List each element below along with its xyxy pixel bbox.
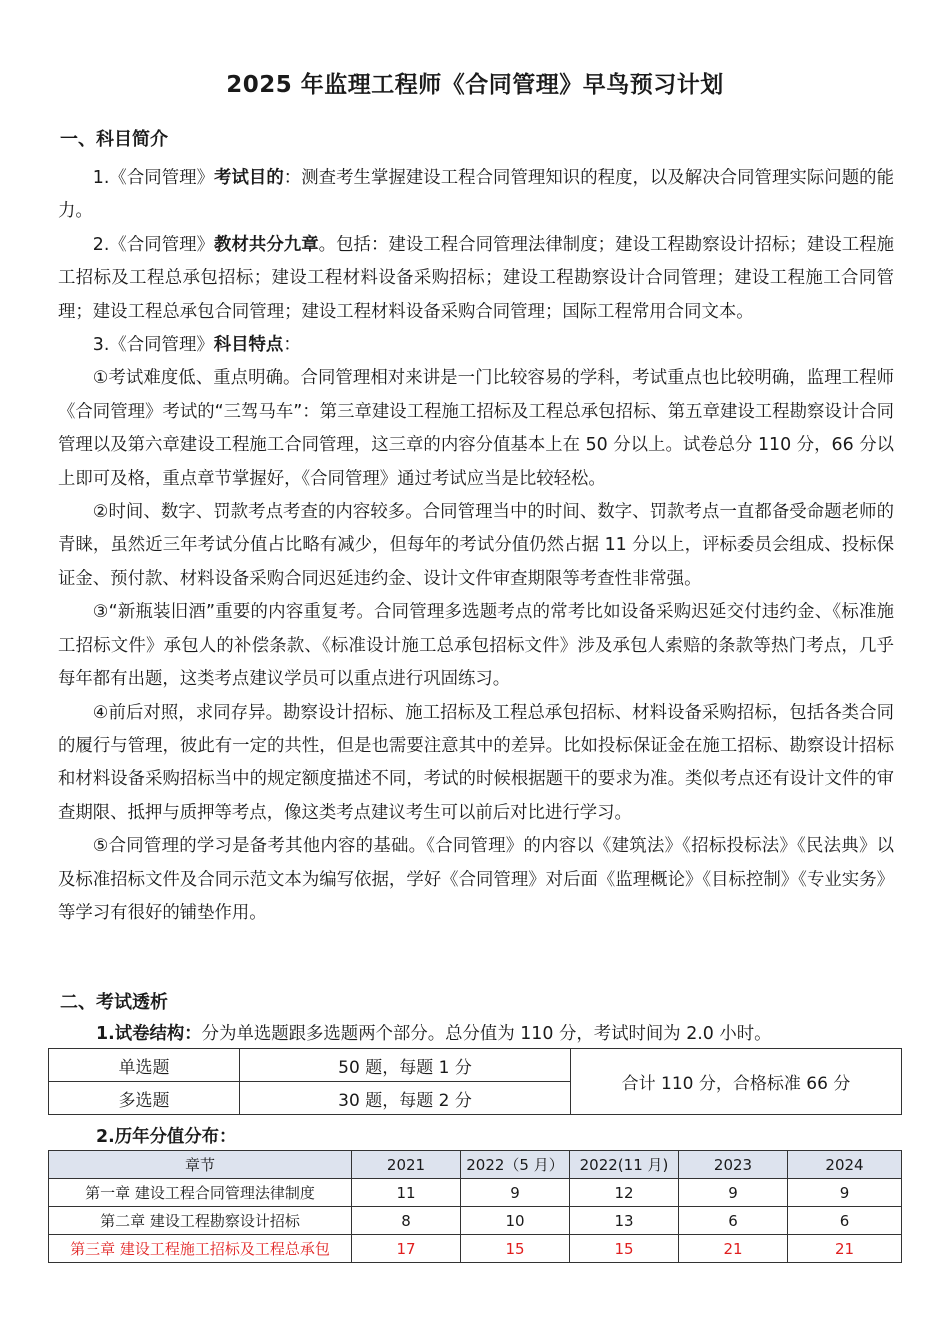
column-header: 2023 — [679, 1151, 788, 1179]
score-cell: 12 — [570, 1179, 679, 1207]
column-header: 2021 — [352, 1151, 461, 1179]
table-row — [49, 1049, 902, 1082]
table-header-row — [49, 1151, 902, 1179]
section-heading-exam-analysis: 二、考试透析 — [60, 992, 168, 1013]
feature-point: ①考试难度低、重点明确。合同管理相对来讲是一门比较容易的学科，考试重点也比较明确，监理工程师《合同管理》考试的“三驾马车”：第三章建设工程施工招标及工程总承包招标、第五章建设工程勘察设计合同管理以及第六章建设工程施工合同管理，这三章的内容分值基本上在 50 分以上。试卷总分 110 分，66 分以上即可及格，重点章节掌握好，《合同管理》通过考试应当是比较轻松。 — [58, 368, 894, 489]
question-desc-cell: 50 题，每题 1 分 — [240, 1049, 571, 1082]
section-heading-intro: 一、科目简介 — [60, 129, 168, 150]
feature-point: ③“新瓶装旧酒”重要的内容重复考。合同管理多选题考点的常考比如设备采购迟延交付违约金、《标准施工招标文件》承包人的补偿条款、《标准设计施工总承包招标文件》涉及承包人索赔的条款等热门考点，几乎每年都有出题，这类考点建议学员可以重点进行巩固练习。 — [58, 602, 894, 690]
exam-structure-table — [48, 1048, 902, 1115]
exam-structure-line: 1.试卷结构：分为单选题跟多选题两个部分。总分值为 110 分，考试时间为 2.0 小时。 — [96, 1024, 772, 1044]
score-cell: 6 — [679, 1207, 788, 1235]
document-title: 2025 年监理工程师《合同管理》早鸟预习计划 — [226, 72, 724, 98]
chapter-cell: 第二章 建设工程勘察设计招标 — [49, 1207, 352, 1235]
score-cell: 21 — [679, 1235, 788, 1263]
score-cell: 11 — [352, 1179, 461, 1207]
score-cell: 21 — [788, 1235, 902, 1263]
score-cell: 13 — [570, 1207, 679, 1235]
chapter-cell: 第一章 建设工程合同管理法律制度 — [49, 1179, 352, 1207]
score-cell: 10 — [461, 1207, 570, 1235]
feature-point: ②时间、数字、罚款考点考查的内容较多。合同管理当中的时间、数字、罚款考点一直都备受命题老师的青睐，虽然近三年考试分值占比略有减少，但每年的考试分值仍然占据 11 分以上，评标委员会组成、投标保证金、预付款、材料设备采购合同迟延违约金、设计文件审查期限等考查性非常强。 — [58, 502, 894, 589]
score-cell: 6 — [788, 1207, 902, 1235]
column-header: 2022（5 月） — [461, 1151, 570, 1179]
feature-point: ④前后对照，求同存异。勘察设计招标、施工招标及工程总承包招标、材料设备采购招标，包括各类合同的履行与管理，彼此有一定的共性，但是也需要注意其中的差异。比如投标保证金在施工招标、勘察设计招标和材料设备采购招标当中的规定额度描述不同，考试的时候根据题干的要求为准。类似考点还有设计文件的审查期限、抵押与质押等考点，像这类考点建议考生可以前后对比进行学习。 — [58, 702, 894, 823]
score-cell: 9 — [679, 1179, 788, 1207]
paragraph-exam-purpose: 1.《合同管理》考试目的：测查考生掌握建设工程合同管理知识的程度，以及解决合同管理实际问题的能力。 — [58, 168, 894, 222]
score-history-table — [48, 1150, 902, 1263]
paragraph-subject-features: 3.《合同管理》科目特点： — [92, 335, 301, 356]
question-type-cell: 单选题 — [49, 1049, 240, 1082]
table-row-highlighted — [49, 1235, 902, 1263]
column-header: 章节 — [49, 1151, 352, 1179]
score-cell: 9 — [461, 1179, 570, 1207]
score-cell: 8 — [352, 1207, 461, 1235]
score-cell: 15 — [570, 1235, 679, 1263]
question-type-cell: 多选题 — [49, 1082, 240, 1115]
column-header: 2022(11 月) — [570, 1151, 679, 1179]
history-label: 2.历年分值分布： — [96, 1127, 237, 1147]
summary-cell: 合计 110 分，合格标准 66 分 — [571, 1049, 902, 1115]
score-cell: 17 — [352, 1235, 461, 1263]
score-cell: 9 — [788, 1179, 902, 1207]
score-cell: 15 — [461, 1235, 570, 1263]
question-desc-cell: 30 题，每题 2 分 — [240, 1082, 571, 1115]
chapter-cell: 第三章 建设工程施工招标及工程总承包 — [49, 1235, 352, 1263]
paragraph-textbook-chapters: 2.《合同管理》教材共分九章。包括：建设工程合同管理法律制度；建设工程勘察设计招标；建设工程施工招标及工程总承包招标；建设工程材料设备采购招标；建设工程勘察设计合同管理；建设工程施工合同管理；建设工程总承包合同管理；建设工程材料设备采购合同管理；国际工程常用合同文本。 — [58, 234, 894, 322]
table-row — [49, 1207, 902, 1235]
feature-point: ⑤合同管理的学习是备考其他内容的基础。《合同管理》的内容以《建筑法》《招标投标法》《民法典》以及标准招标文件及合同示范文本为编写依据，学好《合同管理》对后面《监理概论》《目标控制》《专业实务》等学习有很好的铺垫作用。 — [58, 836, 894, 923]
column-header: 2024 — [788, 1151, 902, 1179]
table-row — [49, 1179, 902, 1207]
intro-body — [58, 162, 894, 930]
